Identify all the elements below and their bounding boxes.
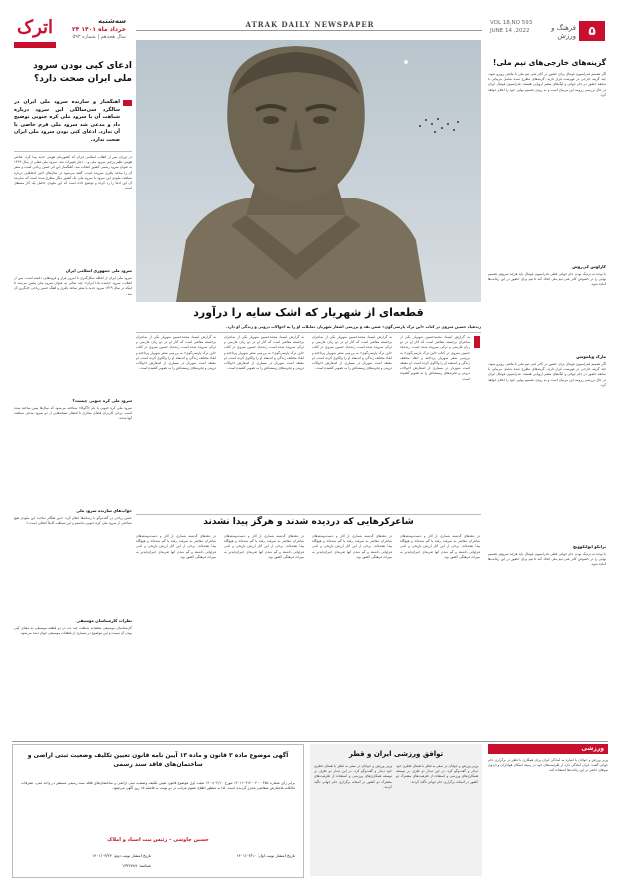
issue-line: سال هجدهم | شماره ۵۹۳ [72,34,126,40]
ad-title: آگهی موضوع ماده ۳ قانون و ماده ۱۳ آیین نامه قانون تعیین تکلیف وضعیت ثبتی اراضی و ساختمان‌های فاقد سند رسمی [27,752,289,768]
logo-text: اترک [16,17,54,38]
legal-notice-ad [12,744,304,878]
date-fa: ۲۴ خرداد ماه ۱۴۰۱ [71,26,126,33]
ad-signature: حسین چاوشی – رئیس ثبت اسناد و املاک [107,837,209,843]
bottom-rule [12,741,608,742]
right-subhead-2: مارک ویلموتس [576,354,606,359]
middle-body-col-2: به گزارش ایسنا، محمدحسین شهریار یکی از شاعران برجسته معاصر است که آثار او در دو زبان فارسی و ترکی سروده شده است. زنده‌یاد حسین منزوی در کتاب «این ترک پارسی‌گوی» به بررسی شعر شهریار پرداخته و ابعاد مختلف زندگی و اندیشه او را واکاوی کرده است. او معتقد است شهریار در بسیاری از اشعارش احوالات درونی و تجربه‌های زیسته‌اش را به تصویر کشیده است. [312,335,392,371]
left-body-4: حسن ریاحی در گفت‌وگو با رسانه‌ها اعلام کرد: «من هنگام ساخت این ملودی هیچ شناختی از سرود ملی کره جنوبی نداشتم و این شباهت کاملاً اتفاقی است.» [14,516,132,526]
middle-bottom-col-3: در دهه‌های گذشته شماری از آثار و دست‌نوشته‌های شاعران معاصر به سرقت رفته یا گم شده‌اند و هیچ‌گاه پیدا نشده‌اند. برخی از این آثار ارزش تاریخی و ادبی فراوانی داشتند و گم شدن آنها ضربه‌ای جبران‌ناپذیر به میراث فرهنگی کشور بود. [224,534,304,559]
photo-headline: قطعه‌ای از شهریار که اشک سایه را درآورد [193,306,424,319]
ad-code: شناسه: ۱۳۳۶۷۸۹ [122,863,151,868]
volume-number: VOL 18,NO 593 [490,20,533,26]
left-subhead-1: سرود ملی جمهوری اسلامی ایران [65,268,132,273]
logo-underline [14,42,56,48]
section-name: فرهنگ و ورزش [551,24,576,40]
middle-body-col-3: به گزارش ایسنا، محمدحسین شهریار یکی از شاعران برجسته معاصر است که آثار او در دو زبان فارسی و ترکی سروده شده است. زنده‌یاد حسین منزوی در کتاب «این ترک پارسی‌گوی» به بررسی شعر شهریار پرداخته و ابعاد مختلف زندگی و اندیشه او را واکاوی کرده است. او معتقد است شهریار در بسیاری از اشعارش احوالات درونی و تجربه‌های زیسته‌اش را به تصویر کشیده است. [224,335,304,371]
date-en: JUNE 14 ,2022 [490,28,530,34]
ad-date-2: تاریخ انتشار نوبت دوم: ۱۴۰۱/۰۳/۲۴ [92,853,151,858]
article-marker [474,336,480,348]
left-body-5: کارشناسان موسیقی معتقدند شباهت چند نت در دو قطعه موسیقی به معنای کپی بودن آن نیست و این موضوع در بسیاری از قطعات موسیقی جهان دیده می‌شود. [14,626,132,636]
left-body-2: سرود ملی ایران از لحظه شکل‌گیری تا امروز فراز و فرودهایی داشته است. پس از انقلاب، سرود «پاینده بادا ایران» چند سالی به عنوان سرود ملی پخش می‌شد تا اینکه در سال ۱۳۶۹ سرود جدید با شعر ساعد باقری و آهنگ حسن ریاحی جایگزین آن شد. [14,276,132,296]
left-headline: ادعای کپی بودن سرود ملی ایران صحت دارد؟ [33,61,132,84]
lead-marker [123,100,132,106]
left-subhead-2: سرود ملی کره جنوبی چیست؟ [72,398,132,403]
date-fa-weekday: سه‌شنبه [98,17,126,25]
left-lead: آهنگساز و سازنده سرود ملی ایران در سالگرد سی‌سالگی این سرود درباره شباهت آن با سرود ملی کره جنوبی توضیح داد و مدعی شد سرود ملی قرم خاصی با آن ندارد. ادعای کپی بودن سرود ملی ایران صحت ندارد. [14,99,120,143]
page-number: ۵ [579,21,605,41]
statue-illustration [136,40,481,302]
paper-name: ATRAK DAILY NEWSPAPER [245,20,375,29]
right-headline: گزینه‌های خارجی‌های تیم ملی! [492,58,606,67]
sports-headline: توافق ورزشی ایران و قطر [348,750,444,758]
left-subhead-4: نظرات کارشناسان موسیقی [76,618,132,623]
middle-bottom-col-2: در دهه‌های گذشته شماری از آثار و دست‌نوشته‌های شاعران معاصر به سرقت رفته یا گم شده‌اند و هیچ‌گاه پیدا نشده‌اند. برخی از این آثار ارزش تاریخی و ادبی فراوانی داشتند و گم شدن آنها ضربه‌ای جبران‌ناپذیر به میراث فرهنگی کشور بود. [312,534,392,559]
sports-side-body: وزیر ورزش و جوانان با اشاره به آمادگی ایران برای همکاری با قطر در برگزاری جام جهانی گفت: ایران آمادگی دارد از ظرفیت‌های خود در زمینه اسکان هواداران و اردوی تیم‌های حاضر در این رقابت‌ها استفاده کند. [488,758,608,773]
statue-photo [136,40,481,302]
divider [136,332,481,333]
photo-caption: زندهیاد حسین منزوی در کتاب «این ترک پارسی‌گوی» ضمن نقد و بررسی اشعار شهریار، تمایلات او را به احوالات درونی و زندگی او دارد. [226,324,481,329]
newspaper-logo [14,15,56,51]
right-body: اگر تصمیم فدراسیون فوتبال برای حضور در کادر فنی تیم ملی با مانعی روبرو شود، چند گزینه خارجی در فهرست قرار دارند. گزینه‌های مطرح شده شامل مربیانی با سابقه حضور در جام جهانی و لیگ‌های معتبر اروپایی هستند. فدراسیون فوتبال ایران در حال بررسی رزومه این مربیان است و به زودی تصمیم نهایی خود را اعلام خواهد کرد. [488,72,606,97]
header-rule [136,30,482,31]
middle-body-col-1: به گزارش ایسنا، محمدحسین شهریار یکی از شاعران برجسته معاصر است که آثار او در دو زبان فارسی و ترکی سروده شده است. زنده‌یاد حسین منزوی در کتاب «این ترک پارسی‌گوی» به بررسی شعر شهریار پرداخته و ابعاد مختلف زندگی و اندیشه او را واکاوی کرده است. او معتقد است شهریار در بسیاری از اشعارش احوالات درونی و تجربه‌های زیسته‌اش را به تصویر کشیده است. [400,335,470,381]
ad-date-1: تاریخ انتشار نوبت اول: ۱۴۰۱/۰۳/۱۰ [236,853,295,858]
left-body-3: سرود ملی کره جنوبی با نام «آگوکا» شناخته می‌شود که سال‌ها پیش ساخته شده است. برخی کاربران فضای مجازی با انتشار نسخه‌هایی از دو سرود مدعی شباهت آنها شدند. [14,406,132,421]
sports-body-col-2: وزیر ورزش و جوانان در سفر به قطر با همتای قطری خود دیدار و گفت‌وگو کرد. در این دیدار دو طرف بر توسعه همکاری‌های ورزشی و استفاده از ظرفیت‌های مشترک دو کشور در آستانه برگزاری جام جهانی تأکید کردند. [314,764,392,789]
right-subhead-3: برانکو ایوانکوویچ [572,544,606,549]
right-subhead-1: کارلوس کی‌روش [572,264,606,269]
sports-body-col-1: وزیر ورزش و جوانان در سفر به قطر با همتای قطری خود دیدار و گفت‌وگو کرد. در این دیدار دو طرف بر توسعه همکاری‌های ورزشی و استفاده از ظرفیت‌های مشترک دو کشور در آستانه برگزاری جام جهانی تأکید کردند. [396,764,478,784]
divider [136,514,481,515]
right-body-2b: اگر تصمیم فدراسیون فوتبال برای حضور در کادر فنی تیم ملی با مانعی روبرو شود، چند گزینه خارجی در فهرست قرار دارند. گزینه‌های مطرح شده شامل مربیانی با سابقه حضور در جام جهانی و لیگ‌های معتبر اروپایی هستند. فدراسیون فوتبال ایران در حال بررسی رزومه این مربیان است و به زودی تصمیم نهایی خود را اعلام خواهد کرد. [488,362,606,387]
right-body-2c: با توجه به نزدیک بودن جام جهانی قطر، فدراسیون فوتبال باید هرچه سریع‌تر تصمیم نهایی را در خصوص کادر فنی تیم ملی اتخاذ کند تا تیم برای حضور در این رقابت‌ها آماده شود. [488,552,606,567]
ad-body: برابر رأی شماره ۱۴۰۱۶۰۳۱۴۰۰۲۰۰۰۴۵۸ مورخ ۱۴۰۱/۰۳/۱۰ هیئت اول موضوع قانون تعیین تکلیف وضعیت ثبتی اراضی و ساختمان‌های فاقد سند رسمی مستقر در واحد ثبتی، تصرفات مالکانه بلامعارض متقاضی محرز گردیده است. لذا به منظور اطلاع عموم مراتب در دو نوبت به فاصله ۱۵ روز آگهی می‌شود. [21,781,295,791]
sports-section-label: ورزشی [581,745,604,752]
middle-body-col-4: به گزارش ایسنا، محمدحسین شهریار یکی از شاعران برجسته معاصر است که آثار او در دو زبان فارسی و ترکی سروده شده است. زنده‌یاد حسین منزوی در کتاب «این ترک پارسی‌گوی» به بررسی شعر شهریار پرداخته و ابعاد مختلف زندگی و اندیشه او را واکاوی کرده است. او معتقد است شهریار در بسیاری از اشعارش احوالات درونی و تجربه‌های زیسته‌اش را به تصویر کشیده است. [136,335,216,371]
middle-bottom-col-4: در دهه‌های گذشته شماری از آثار و دست‌نوشته‌های شاعران معاصر به سرقت رفته یا گم شده‌اند و هیچ‌گاه پیدا نشده‌اند. برخی از این آثار ارزش تاریخی و ادبی فراوانی داشتند و گم شدن آنها ضربه‌ای جبران‌ناپذیر به میراث فرهنگی کشور بود. [136,534,216,559]
middle-bottom-col-1: در دهه‌های گذشته شماری از آثار و دست‌نوشته‌های شاعران معاصر به سرقت رفته یا گم شده‌اند و هیچ‌گاه پیدا نشده‌اند. برخی از این آثار ارزش تاریخی و ادبی فراوانی داشتند و گم شدن آنها ضربه‌ای جبران‌ناپذیر به میراث فرهنگی کشور بود. [400,534,480,559]
middle-headline-2: شاعرکرهایی که دردیده شدند و هرگز پیدا نشدند [203,517,414,527]
left-body: در دوران پس از انقلاب اسلامی ایران که کشورمان هویتی جدید پیدا کرد، عناصر هویتی نظیر پرچم، سرود ملی و... دچار تغییرات شد. سرود ملی فعلی از سال ۱۳۶۹ به عنوان سرود رسمی کشور انتخاب شد. آهنگساز این اثر حسن ریاحی است و شعر آن را ساعد باقری سروده است. گفته می‌شود در سال‌های اخیر ادعاهایی درباره شباهت ملودی این سرود با سرود ملی یک کشور دیگر مطرح شده است که سازنده آن این ادعا را رد کرده و توضیح داده است که این ملودی حاصل یک کار مستقل است. [14,155,132,191]
left-subhead-3: جواب‌های سازنده سرود ملی [76,508,132,513]
right-body-2a: با توجه به نزدیک بودن جام جهانی قطر، فدراسیون فوتبال باید هرچه سریع‌تر تصمیم نهایی را در خصوص کادر فنی تیم ملی اتخاذ کند تا تیم برای حضور در این رقابت‌ها آماده شود. [488,272,606,287]
divider [14,151,132,152]
